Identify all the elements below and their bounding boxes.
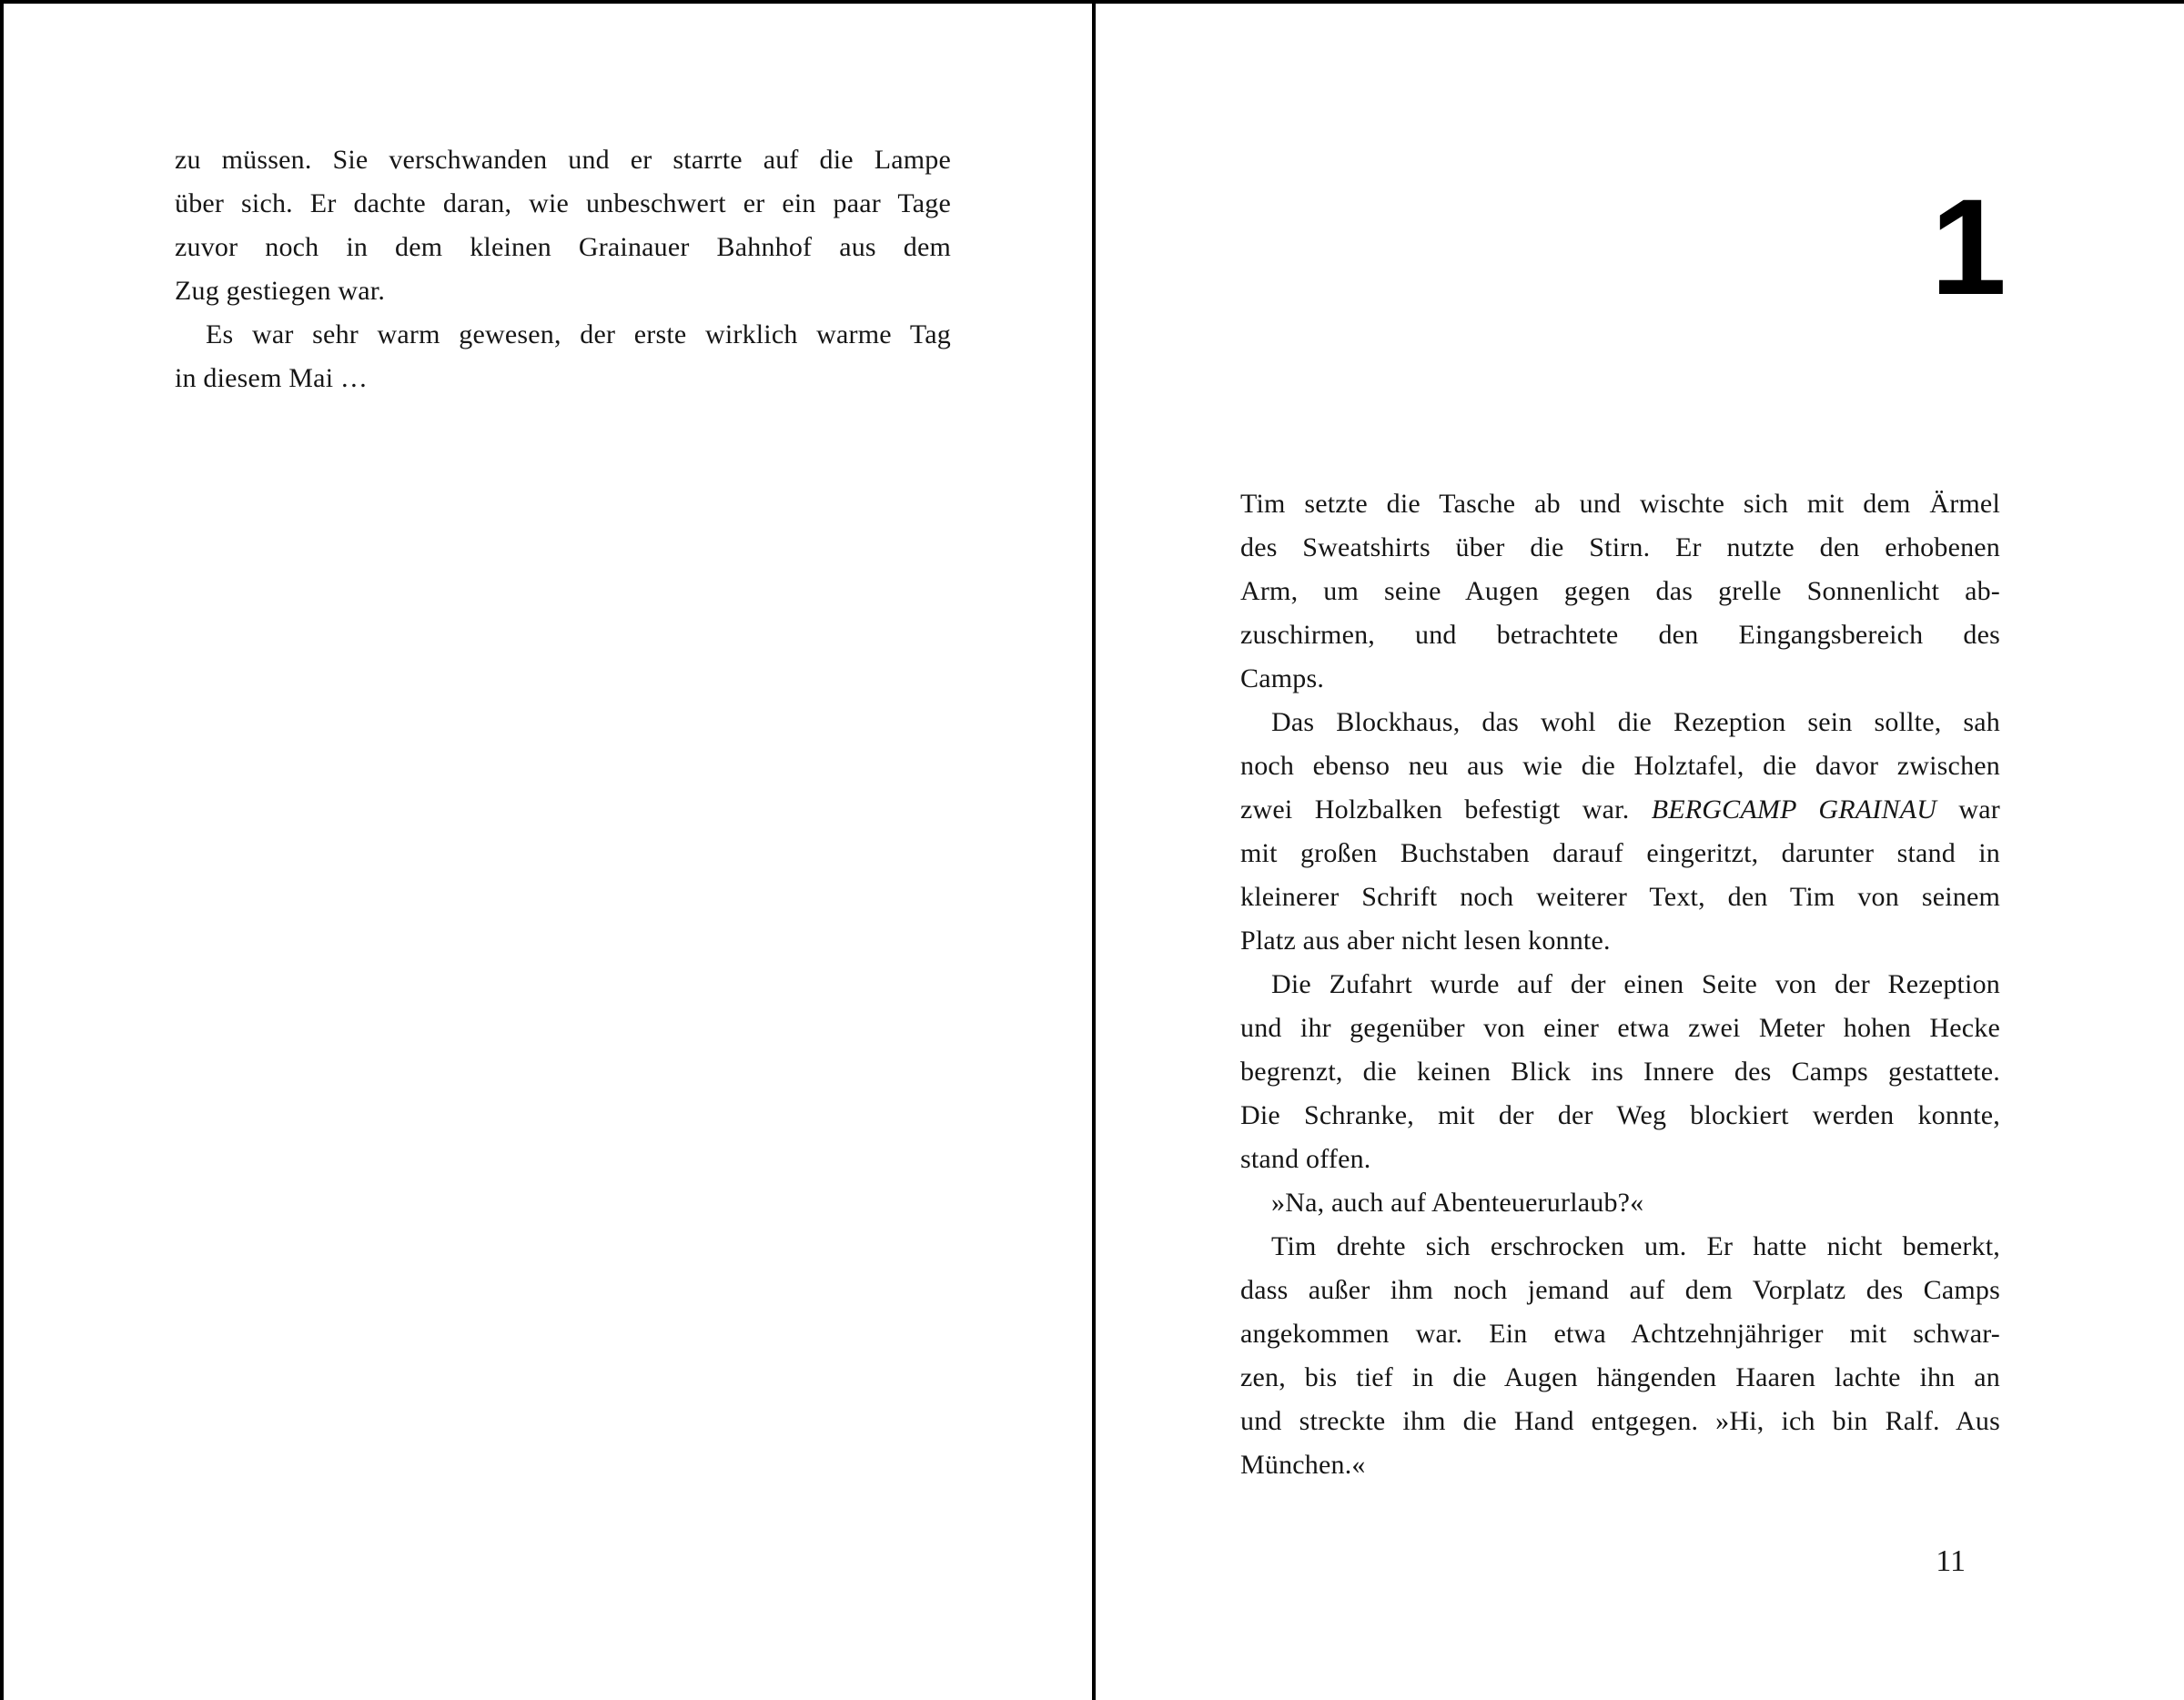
- text-run: zu müssen. Sie verschwanden und er starrte auf die Lampe: [175, 145, 951, 175]
- text-line: [1240, 788, 2000, 832]
- text-line: [1240, 482, 2000, 526]
- text-line: [1240, 875, 2000, 919]
- text-line: [1240, 919, 2000, 963]
- text-run: des Sweatshirts über die Stirn. Er nutzte den erhobenen: [1240, 532, 2000, 562]
- text-run: Die Schranke, mit der der Weg blockiert werden konnte,: [1240, 1100, 2000, 1130]
- text-run: München.«: [1240, 1450, 1366, 1480]
- text-line: [175, 226, 951, 269]
- text-run: stand offen.: [1240, 1144, 1371, 1174]
- text-run: und ihr gegenüber von einer etwa zwei Meter hohen Hecke: [1240, 1013, 2000, 1043]
- page-divider-line: [1092, 0, 1096, 1700]
- text-run: dass außer ihm noch jemand auf dem Vorplatz des Camps: [1240, 1275, 2000, 1305]
- text-run: und streckte ihm die Hand entgegen. »Hi, ich bin Ralf. Aus: [1240, 1406, 2000, 1436]
- text-run: Zug gestiegen war.: [175, 276, 386, 306]
- text-line: [175, 357, 951, 400]
- text-line: [175, 182, 951, 226]
- text-run: zen, bis tief in die Augen hängenden Haaren lachte ihn an: [1240, 1362, 2000, 1392]
- right-page-text-block: [1240, 482, 2000, 1487]
- text-line: [1240, 1312, 2000, 1356]
- text-line: [1240, 1094, 2000, 1138]
- text-run: zuvor noch in dem kleinen Grainauer Bahnhof aus dem: [175, 232, 951, 262]
- text-line: [1240, 570, 2000, 613]
- text-line: [1240, 701, 2000, 744]
- italic-text-run: BERGCAMP GRAINAU: [1651, 794, 1937, 825]
- text-line: [1240, 832, 2000, 875]
- text-run: Tim setzte die Tasche ab und wischte sich mit dem Ärmel: [1240, 489, 2000, 519]
- text-line: [1240, 1225, 2000, 1269]
- text-run: Arm, um seine Augen gegen das grelle Sonnenlicht ab-: [1240, 576, 2000, 606]
- text-run: zuschirmen, und betrachtete den Eingangsbereich des: [1240, 620, 2000, 650]
- text-line: [1240, 744, 2000, 788]
- text-line: [175, 138, 951, 182]
- text-run: angekommen war. Ein etwa Achtzehnjähriger mit schwar-: [1240, 1319, 2000, 1349]
- text-line: [1240, 526, 2000, 570]
- page-number: 11: [1936, 1544, 1966, 1578]
- text-run: über sich. Er dachte daran, wie unbeschwert er ein paar Tage: [175, 188, 951, 218]
- text-line: [1240, 963, 2000, 1007]
- text-run: Platz aus aber nicht lesen konnte.: [1240, 926, 1611, 956]
- text-run: kleinerer Schrift noch weiterer Text, den Tim von seinem: [1240, 882, 2000, 912]
- text-line: [175, 269, 951, 313]
- text-run: Die Zufahrt wurde auf der einen Seite von der Rezeption: [1271, 969, 2000, 999]
- text-line: [1240, 1443, 2000, 1487]
- text-line: [1240, 1269, 2000, 1312]
- text-run: zwei Holzbalken befestigt war.: [1240, 794, 1652, 825]
- text-run: Das Blockhaus, das wohl die Rezeption sein sollte, sah: [1271, 707, 2000, 737]
- text-line: [1240, 1400, 2000, 1443]
- text-run: »Na, auch auf Abenteuerurlaub?«: [1271, 1188, 1644, 1218]
- text-run: in diesem Mai …: [175, 363, 369, 393]
- text-line: [1240, 613, 2000, 657]
- text-line: [1240, 1050, 2000, 1094]
- text-line: [1240, 1007, 2000, 1050]
- text-run: Es war sehr warm gewesen, der erste wirklich warme Tag: [206, 319, 951, 349]
- chapter-number: 1: [1930, 170, 2005, 323]
- text-run: Camps.: [1240, 663, 1325, 693]
- text-run: noch ebenso neu aus wie die Holztafel, die davor zwischen: [1240, 751, 2000, 781]
- text-run: mit großen Buchstaben darauf eingeritzt, darunter stand in: [1240, 838, 2000, 868]
- text-run: begrenzt, die keinen Blick ins Innere des Camps gestattete.: [1240, 1057, 2000, 1087]
- text-line: [1240, 1138, 2000, 1181]
- left-page-text-block: [175, 138, 951, 400]
- text-line: [1240, 657, 2000, 701]
- scan-left-border: [0, 0, 4, 1700]
- text-run: Tim drehte sich erschrocken um. Er hatte nicht bemerkt,: [1271, 1231, 2000, 1261]
- text-line: [1240, 1356, 2000, 1400]
- text-line: [175, 313, 951, 357]
- text-line: [1240, 1181, 2000, 1225]
- text-run: war: [1936, 794, 2000, 825]
